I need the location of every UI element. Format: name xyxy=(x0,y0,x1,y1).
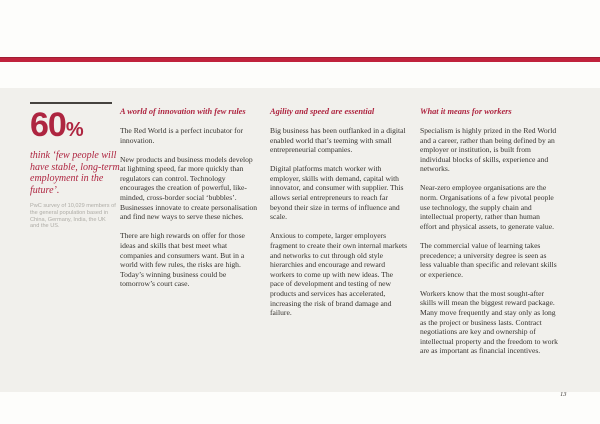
stat-unit: % xyxy=(65,119,84,141)
stat-footnote: PwC survey of 10,029 members of the general population based in China, Germany, India, the UK and the US. xyxy=(30,203,116,230)
stat-number-text: 60 xyxy=(30,106,66,144)
column-heading: Agility and speed are essential xyxy=(270,107,375,116)
page-number: 13 xyxy=(560,391,567,398)
content-panel xyxy=(0,88,600,392)
column-innovation xyxy=(120,107,258,298)
body-paragraph: The commercial value of learning takes precedence; a university degree is seen as less valuable than specific and relevant skills or experience. xyxy=(420,240,557,279)
stat-quote: think ‘few people will have stable, long-term employment in the future’. xyxy=(30,150,120,196)
body-paragraph: Digital platforms match worker with employer, skills with demand, capital with innovator, and consumer with supplier. This allows serial entrepreneurs to reach far beyond their size in terms of influence and scale. xyxy=(270,164,404,222)
stat-block xyxy=(30,102,124,230)
column-workers xyxy=(420,107,558,365)
body-paragraph: Big business has been outflanked in a digital enabled world that’s teeming with small entrepreneurial companies. xyxy=(270,126,406,155)
body-paragraph: There are high rewards on offer for those ideas and skills that best meet what companies and consumers want. But in a world with few rules, the risks are high. Today’s winning business could be tomorrow’s court case. xyxy=(120,231,245,289)
body-paragraph: Near-zero employee organisations are the norm. Organisations of a few pivotal people use technology, the supply chain and intellectual property, rather than human effort and physical assets, to generate value. xyxy=(420,183,554,231)
body-paragraph: Specialism is highly prized in the Red World and a career, rather than being defined by an employer or institution, is built from individual blocks of skills, experience and networks. xyxy=(420,126,557,174)
body-paragraph: Workers know that the most sought-after skills will mean the biggest reward package. Many move frequently and stay only as long as the project or business lasts. Contract negotiations are key and ownership of intellectual property and the freedom to work are as important as financial incentives. xyxy=(420,288,558,356)
body-paragraph: New products and business models develop at lightning speed, far more quickly than regulators can control. Technology encourages the creation of powerful, like-minded, cross-border social ‘bubbles’. Businesses innovate to create personalisation and find new ways to serve these niches. xyxy=(120,154,258,222)
top-accent-bar xyxy=(0,57,600,62)
column-heading: What it means for workers xyxy=(420,107,512,116)
body-paragraph: The Red World is a perfect incubator for innovation. xyxy=(120,126,244,145)
body-paragraph: Anxious to compete, larger employers fragment to create their own internal markets and networks to cut through old style hierarchies and encourage and reward workers to come up with new ideas. The pace of development and testing of new products and services has accelerated, increasing the risk of brand damage and failure. xyxy=(270,231,408,318)
stat-value xyxy=(30,107,124,148)
column-heading: A world of innovation with few rules xyxy=(120,107,246,116)
stat-rule xyxy=(30,102,112,104)
column-agility xyxy=(270,107,408,327)
